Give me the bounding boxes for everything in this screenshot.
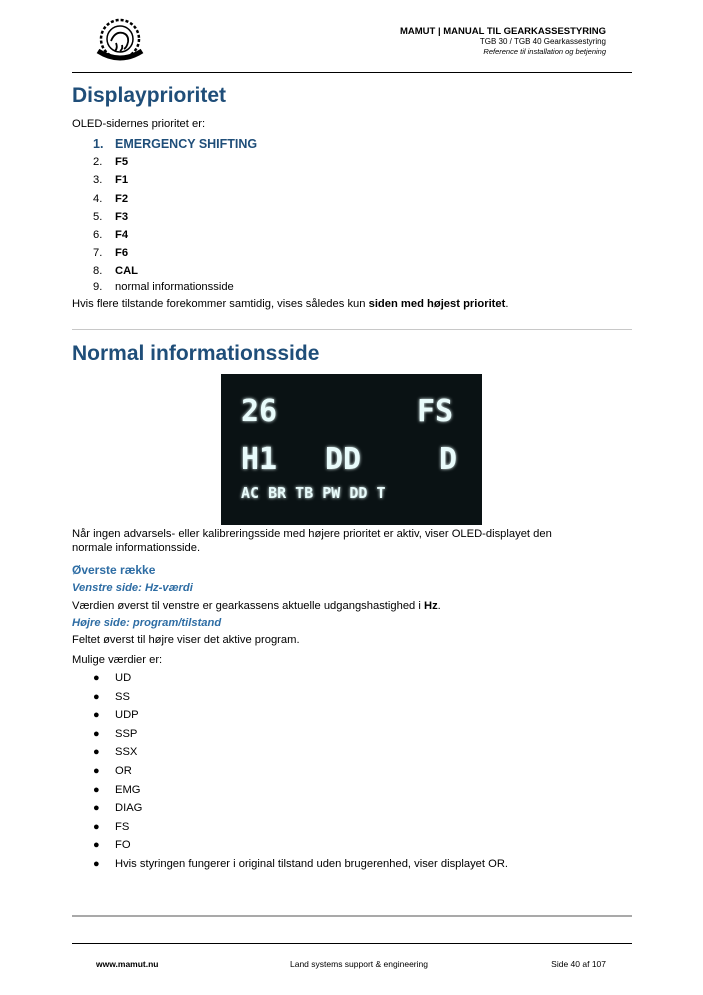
right-side-heading: Højre side: program/tilstand bbox=[72, 617, 222, 629]
priority-intro: OLED-sidernes prioritet er: bbox=[72, 118, 206, 130]
list-item: ● UD bbox=[93, 672, 132, 684]
footer-divider bbox=[72, 943, 632, 944]
oled-display-photo bbox=[221, 374, 482, 525]
list-item: ● FS bbox=[93, 820, 130, 833]
oled-hz-value: 26 bbox=[241, 394, 278, 429]
list-item: ● EMG bbox=[93, 783, 141, 796]
oled-gear: H1 bbox=[241, 442, 278, 477]
priority-note: Hvis flere tilstande forekommer samtidig, vises således kun siden med højest prioritet. bbox=[72, 298, 509, 310]
program-values-list bbox=[93, 669, 508, 874]
header-reference: Reference til installation og betjening bbox=[483, 47, 606, 56]
right-side-text: Feltet øverst til højre viser det aktive program. bbox=[72, 634, 300, 646]
priority-item: 5. F3 bbox=[93, 210, 129, 223]
oled-drive: D bbox=[439, 442, 458, 477]
oled-mode: DD bbox=[325, 442, 362, 477]
top-row-heading: Øverste række bbox=[72, 563, 156, 577]
list-item: ● UDP bbox=[93, 709, 139, 722]
footer-website: www.mamut.nu bbox=[96, 959, 159, 969]
priority-item: 3. F1 bbox=[93, 174, 129, 187]
list-item: ● SSP bbox=[93, 727, 138, 740]
priority-list bbox=[93, 135, 257, 294]
list-item: ● DIAG bbox=[93, 802, 143, 815]
priority-item: 9. normal informationsside bbox=[93, 280, 234, 293]
left-side-heading: Venstre side: Hz-værdi bbox=[72, 582, 193, 594]
priority-item: 4. F2 bbox=[93, 192, 129, 205]
list-item: ● SSX bbox=[93, 746, 138, 759]
list-item: ● OR bbox=[93, 764, 132, 777]
priority-item: 8. CAL bbox=[93, 265, 138, 278]
info-page-intro: Når ingen advarsels- eller kalibreringsside med højere prioritet er aktiv, viser OLED-displayet den normale informationsside. bbox=[72, 528, 552, 554]
list-item: ● FO bbox=[93, 839, 131, 852]
footer-tagline: Land systems support & engineering bbox=[290, 959, 428, 969]
oled-program: FS bbox=[417, 394, 454, 429]
left-side-text: Værdien øverst til venstre er gearkassens aktuelle udgangshastighed i Hz. bbox=[72, 600, 441, 612]
oled-status-row: AC BR TB PW DD T bbox=[241, 484, 386, 502]
priority-item: 6. F4 bbox=[93, 228, 129, 241]
priority-item: 1. EMERGENCY SHIFTING bbox=[93, 137, 258, 151]
priority-item: 7. F6 bbox=[93, 247, 129, 260]
header-title: MAMUT | MANUAL TIL GEARKASSESTYRING bbox=[399, 26, 606, 37]
section-heading-normal-informationsside: Normal informationsside bbox=[72, 342, 320, 365]
footer-divider-gray bbox=[72, 915, 632, 917]
section-heading-displayprioritet: Displayprioritet bbox=[72, 84, 227, 107]
list-item: ● SS bbox=[93, 690, 130, 703]
values-intro: Mulige værdier er: bbox=[72, 654, 163, 666]
mamut-logo bbox=[94, 17, 146, 65]
document-header bbox=[400, 26, 606, 57]
list-item: ● Hvis styringen fungerer i original tilstand uden brugerenhed, viser displayet OR. bbox=[93, 857, 509, 870]
header-divider bbox=[72, 72, 632, 73]
priority-item: 2. F5 bbox=[93, 156, 129, 169]
section-divider bbox=[72, 329, 632, 330]
page-number: Side 40 af 107 bbox=[551, 959, 606, 969]
header-subtitle: TGB 30 / TGB 40 Gearkassestyring bbox=[479, 37, 606, 46]
